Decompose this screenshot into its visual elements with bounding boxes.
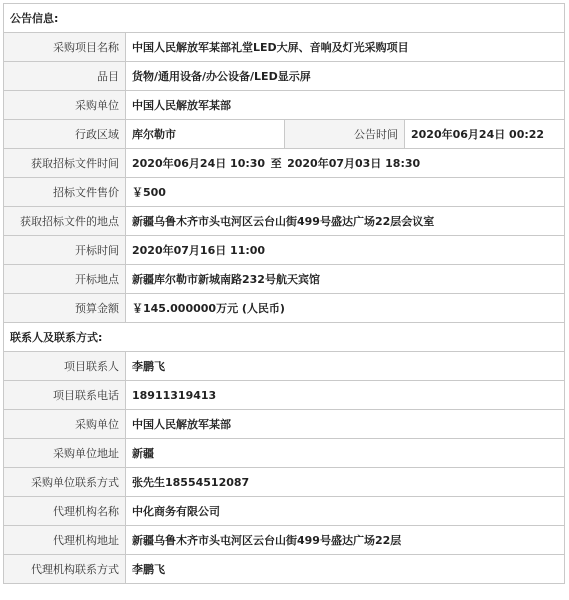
value-open-time: 2020年07月16日 11:00 [126,236,565,265]
value-agency-name: 中化商务有限公司 [126,497,565,526]
value-agency-address: 新疆乌鲁木齐市头屯河区云台山街499号盛达广场22层 [126,526,565,555]
label-budget: 预算金额 [4,294,126,323]
value-doc-place: 新疆乌鲁木齐市头屯河区云台山街499号盛达广场22层会议室 [126,207,565,236]
label-region: 行政区域 [4,120,126,149]
row-agency-contact [4,555,565,584]
value-project-phone: 18911319413 [126,381,565,410]
row-contact-purchaser [4,410,565,439]
value-announce-time: 2020年06月24日 00:22 [405,120,565,149]
row-doc-place [4,207,565,236]
section-announcement [4,4,565,33]
value-project-name: 中国人民解放军某部礼堂LED大屏、音响及灯光采购项目 [126,33,565,62]
row-purchaser-contact [4,468,565,497]
label-contact-purchaser: 采购单位 [4,410,126,439]
row-open-place [4,265,565,294]
label-purchaser-address: 采购单位地址 [4,439,126,468]
announcement-table-container [3,3,564,584]
row-project-phone [4,381,565,410]
row-purchaser-address [4,439,565,468]
value-purchaser-address: 新疆 [126,439,565,468]
label-announce-time: 公告时间 [285,120,405,149]
label-purchaser: 采购单位 [4,91,126,120]
label-agency-contact: 代理机构联系方式 [4,555,126,584]
row-region-time [4,120,565,149]
value-doc-price: ￥500 [126,178,565,207]
value-purchaser-contact: 张先生18554512087 [126,468,565,497]
row-project-contact [4,352,565,381]
row-purchaser [4,91,565,120]
row-doc-time [4,149,565,178]
row-category [4,62,565,91]
label-agency-address: 代理机构地址 [4,526,126,555]
value-category: 货物/通用设备/办公设备/LED显示屏 [126,62,565,91]
label-doc-place: 获取招标文件的地点 [4,207,126,236]
section-title-announcement: 公告信息: [4,4,565,33]
doc-time-start: 2020年06月24日 10:30 [132,157,266,170]
row-open-time [4,236,565,265]
value-agency-contact: 李鹏飞 [126,555,565,584]
value-open-place: 新疆库尔勒市新城南路232号航天宾馆 [126,265,565,294]
doc-time-separator: 至 [270,157,282,170]
value-region: 库尔勒市 [126,120,285,149]
label-project-phone: 项目联系电话 [4,381,126,410]
value-budget: ￥145.000000万元 (人民币) [126,294,565,323]
doc-time-end: 2020年07月03日 18:30 [287,157,421,170]
value-project-contact: 李鹏飞 [126,352,565,381]
row-budget [4,294,565,323]
label-open-place: 开标地点 [4,265,126,294]
announcement-table [3,3,565,584]
label-project-contact: 项目联系人 [4,352,126,381]
row-doc-price [4,178,565,207]
label-purchaser-contact: 采购单位联系方式 [4,468,126,497]
label-doc-time: 获取招标文件时间 [4,149,126,178]
row-project-name [4,33,565,62]
row-agency-address [4,526,565,555]
label-open-time: 开标时间 [4,236,126,265]
section-title-contacts: 联系人及联系方式: [4,323,565,352]
value-doc-time [126,149,565,178]
label-category: 品目 [4,62,126,91]
row-agency-name [4,497,565,526]
label-agency-name: 代理机构名称 [4,497,126,526]
value-contact-purchaser: 中国人民解放军某部 [126,410,565,439]
label-project-name: 采购项目名称 [4,33,126,62]
section-contacts [4,323,565,352]
label-doc-price: 招标文件售价 [4,178,126,207]
value-purchaser: 中国人民解放军某部 [126,91,565,120]
